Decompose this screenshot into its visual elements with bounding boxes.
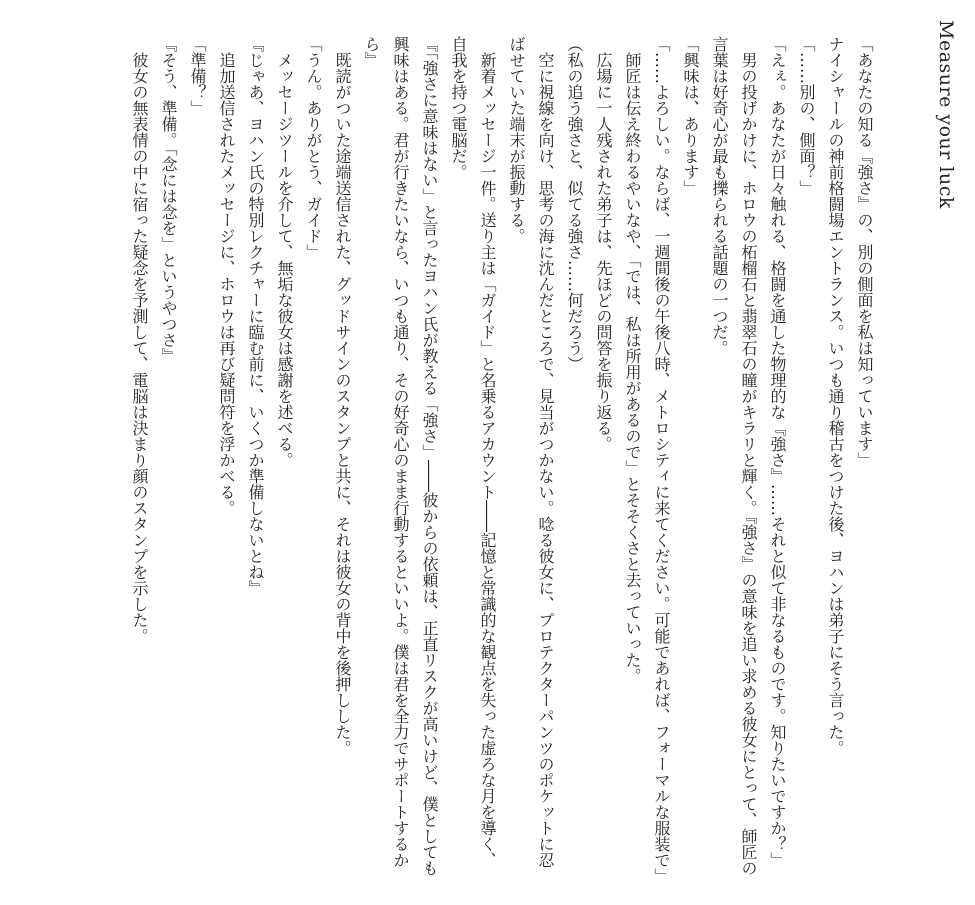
- paragraph: 「……よろしい。ならば、一週間後の午後八時、メトロシティに来てください。可能であれば、フォーマルな服装で」: [652, 36, 671, 884]
- paragraph: 『じゃあ、ヨハン氏の特別レクチャーに臨む前に、いくつか準備しないとね』: [246, 36, 265, 596]
- paragraph: 師匠は伝え終わるやいなや、「では、私は所用があるので」とそそくさと去っていった。: [623, 36, 642, 684]
- document-body: [125, 36, 879, 884]
- paragraph: 「あなたの知る『強さ』の、別の側面を私は知っています」: [855, 36, 874, 468]
- paragraph: 男の投げかけに、ホロウの柘榴石と翡翠石の瞳がキラリと輝く。『強さ』の意味を追い求める彼女にとって、師匠の言葉は好奇心が最も擽られる話題の一つだ。: [710, 36, 758, 876]
- paragraph: （私の追う強さと、似てる強さ……何だろう）: [565, 36, 584, 372]
- paragraph: 「うん。ありがとう、ガイド」: [304, 36, 323, 260]
- paragraph: 「えぇ。あなたが日々触れる、格闘を通した物理的な『強さ』……それと似て非なるものです。知りたいですか？」: [768, 36, 787, 868]
- paragraph: 『「強さに意味はない」と言ったヨハン氏が教える「強さ」――彼からの依頼は、正直リスクが高いけど、僕としても興味はある。君が行きたいなら、いつも通り、その好奇心のまま行動するといいよ。僕は君を全力でサポートするから』: [362, 36, 439, 876]
- page-title: Measure your luck: [935, 20, 957, 209]
- paragraph: メッセージツールを介して、無垢な彼女は感謝を述べる。: [275, 36, 294, 468]
- paragraph: 「準備？」: [188, 36, 207, 116]
- paragraph: 空に視線を向け、思考の海に沈んだところで、見当がつかない。唸る彼女に、プロテクターパンツのポケットに忍ばせていた端末が振動する。: [507, 36, 555, 868]
- paragraph: 既読がついた途端送信された、グッドサインのスタンプと共に、それは彼女の背中を後押しした。: [333, 36, 352, 756]
- paragraph: 広場に一人残された弟子は、先ほどの問答を振り返る。: [594, 36, 613, 452]
- paragraph: 新着メッセージ一件。送り主は「ガイド」と名乗るアカウント――記憶と常識的な観点を失った虚ろな月を導く、自我を持つ電脳だ。: [449, 36, 497, 868]
- paragraph: 「興味は、あります」: [681, 36, 700, 196]
- paragraph: 「……別の、側面？」: [797, 36, 816, 196]
- paragraph: 彼女の無表情の中に宿った疑念を予測して、電脳は決まり顔のスタンプを示した。: [130, 36, 149, 644]
- paragraph: 追加送信されたメッセージに、ホロウは再び疑問符を浮かべる。: [217, 36, 236, 516]
- paragraph: 『そう、準備。「念には念を」というやつさ』: [159, 36, 178, 364]
- paragraph: ナイシャールの神前格闘場エントランス。いつも通り稽古をつけた後、ヨハンは弟子にそう言った。: [826, 36, 845, 756]
